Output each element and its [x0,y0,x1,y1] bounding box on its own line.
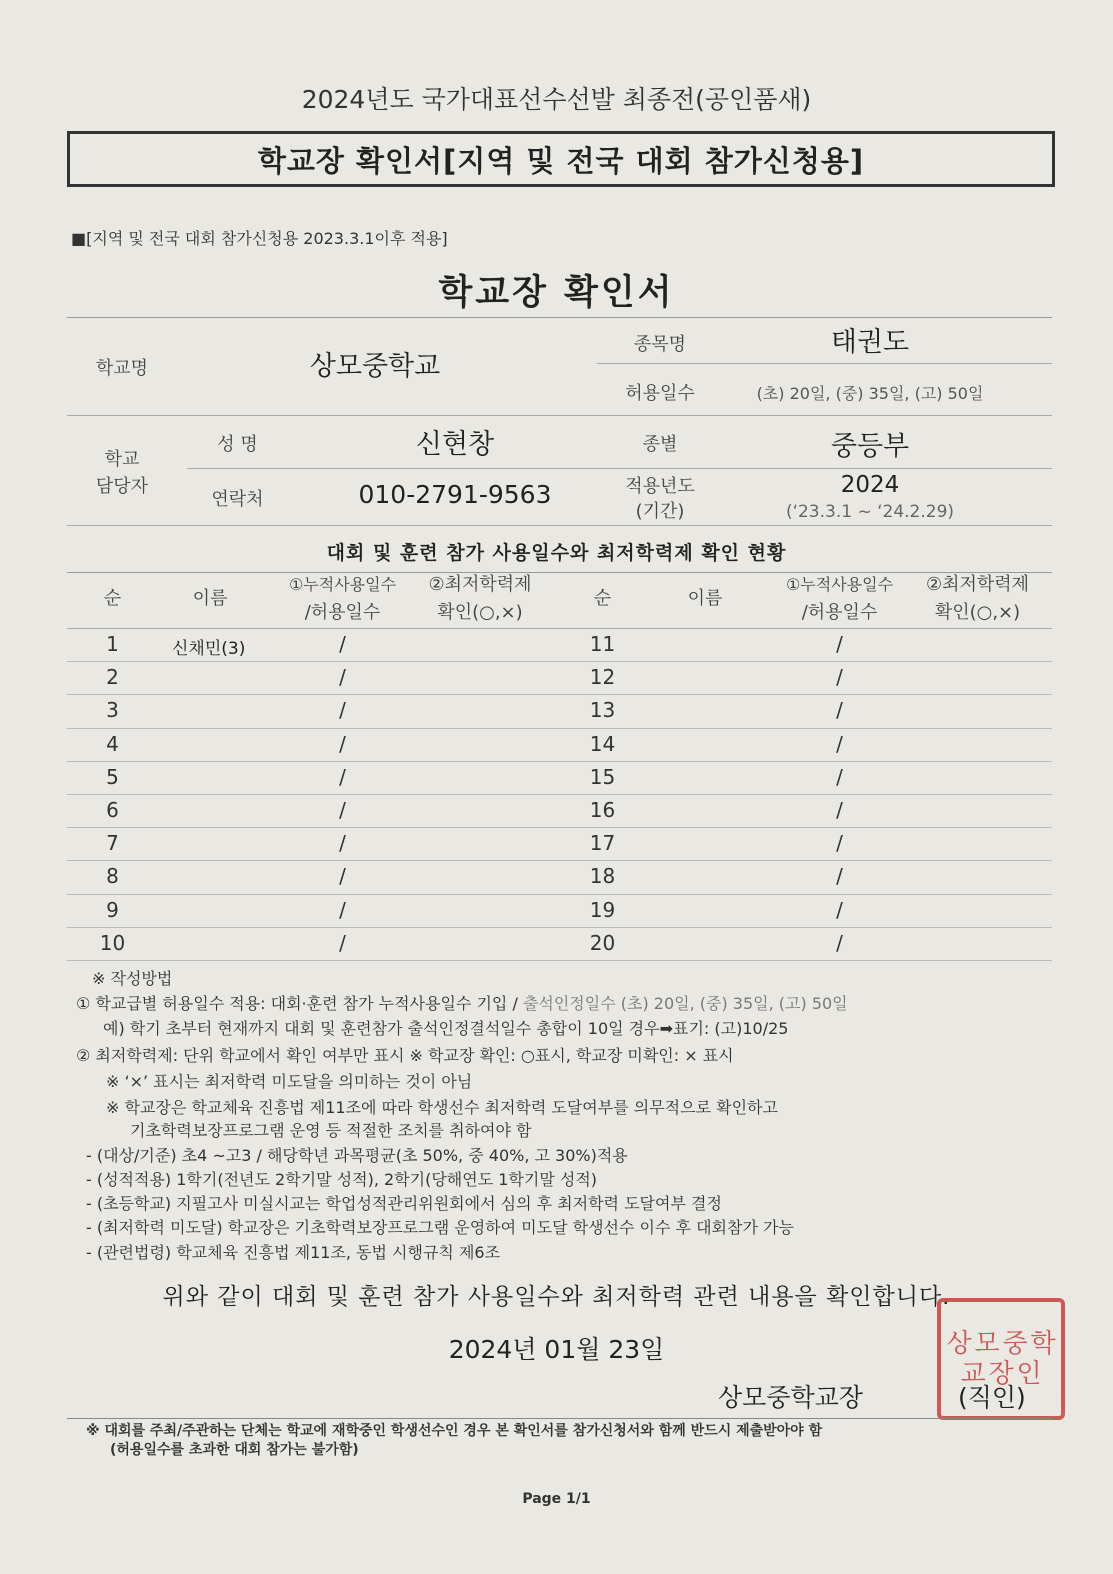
contact-value: 010-2791-9563 [358,480,552,509]
main-title-box [67,131,1055,187]
principal-title: 상모중학교장 [718,1383,863,1412]
division-label: 종별 [642,434,678,455]
col-days-right-1: ①누적사용일수 [785,575,894,594]
seal-mark: (직인) [958,1383,1026,1412]
instruction-line-6: 기초학력보장프로그램 운영 등 적절한 조치를 취하여야 함 [130,1121,532,1140]
col-min-right-1: ②최저학력제 [925,574,1030,595]
row-days-right: / [836,798,843,822]
instruction-line-1b: 출석인정일수 (초) 20일, (중) 35일, (고) 50일 [522,994,848,1013]
info-divider [597,363,1052,364]
row-seq-left: 1 [106,632,119,656]
instruction-line-3: ② 최저학력제: 단위 학교에서 확인 여부만 표시 ※ 학교장 확인: ○표시, 학교장 미확인: × 표시 [76,1046,734,1065]
row-days-right: / [836,864,843,889]
year-label-line1: 적용년도 [625,476,695,497]
manager-label-line2: 담당자 [95,476,149,497]
row-days-right: / [836,930,843,955]
row-seq-right: 13 [589,698,616,723]
instruction-line-8: - (성적적용) 1학기(전년도 2학기말 성적), 2학기(당해연도 1학기말 성적) [86,1170,598,1189]
division-value: 중등부 [830,431,910,462]
col-seq-left: 순 [103,588,122,609]
year-period: (‘23.3.1 ~ ‘24.2.29) [785,502,955,522]
row-seq-right: 19 [589,897,616,922]
school-label: 학교명 [95,358,149,379]
seal-character: 중 [1002,1329,1028,1359]
main-title: 학교장 확인서[지역 및 전국 대회 참가신청용] [257,143,865,178]
instruction-line-1a: ① 학교급별 허용일수 적용: 대회·훈련 참가 누적사용일수 기입 / [76,994,523,1013]
footer-note-line1: ※ 대회를 주최/주관하는 단체는 학교에 재학중인 학생선수인 경우 본 확인서를 참가신청서와 함께 반드시 제출받아야 함 [86,1423,823,1439]
contact-label: 연락처 [211,489,264,510]
row-seq-left: 10 [99,930,126,955]
row-seq-left: 3 [106,698,119,723]
seal-character: 인 [1016,1359,1042,1389]
row-days-right: / [836,831,843,856]
event-label: 종목명 [633,334,687,355]
row-divider [67,794,1052,795]
row-days-left: / [339,798,346,822]
col-min-left-1: ②최저학력제 [428,574,532,595]
top-title: 2024년도 국가대표선수선발 최종전(공인품새) [301,85,812,114]
seal-character: 모 [974,1329,1000,1359]
allowance-label: 허용일수 [625,383,695,404]
instruction-line-1 [76,991,848,1014]
instruction-line-4: ※ ‘×’ 표시는 최저학력 미도달을 의미하는 것이 아님 [106,1072,473,1091]
row-days-left: / [339,632,346,656]
row-divider [67,860,1052,861]
info-top-line [67,317,1052,318]
row-seq-left: 8 [106,864,119,889]
row-divider [67,827,1052,828]
col-days-left-1: ①누적사용일수 [288,575,397,594]
year-value: 2024 [840,472,900,498]
document-title: 학교장 확인서 [438,273,675,313]
col-min-right-2: 확인(○,×) [934,602,1021,623]
row-seq-left: 7 [106,831,119,856]
seal-character: 장 [988,1359,1014,1389]
row-divider [67,894,1052,895]
instruction-line-2: 예) 학기 초부터 현재까지 대회 및 훈련참가 출석인정결석일수 총합이 10일 경우➡표기: (고)10/25 [103,1019,789,1038]
row-days-right: / [836,698,843,723]
event-value: 태권도 [830,327,910,358]
footer-divider [67,1418,1052,1419]
name-label: 성 명 [217,434,258,455]
row-seq-left: 2 [106,665,119,690]
col-name-right: 이름 [687,588,723,609]
row-divider [67,761,1052,762]
row-days-right: / [836,731,843,756]
info-divider [67,525,1052,526]
footer-note [86,1422,822,1460]
row-seq-right: 12 [589,665,616,690]
row-seq-left: 5 [106,764,119,789]
row-divider [67,694,1052,695]
row-divider [67,927,1052,928]
row-seq-right: 20 [589,930,616,955]
row-days-right: / [836,897,843,922]
instructions-heading: ※ 작성방법 [92,969,173,988]
status-section-title: 대회 및 훈련 참가 사용일수와 최저학력제 확인 현황 [326,542,787,564]
row-seq-right: 11 [589,632,616,656]
seal-character: 교 [960,1359,986,1389]
row-seq-right: 14 [589,731,616,756]
col-min-left-2: 확인(○,×) [437,602,523,623]
instruction-line-9: - (초등학교) 지필고사 미실시교는 학업성적관리위원회에서 심의 후 최저학력 도달여부 결정 [86,1194,722,1213]
row-days-left: / [339,764,346,789]
row-divider [67,661,1052,662]
col-name-left: 이름 [192,588,228,609]
seal-character: 학 [1030,1329,1056,1359]
school-value: 상모중학교 [309,351,441,382]
col-seq-right: 순 [593,588,612,609]
row-name-left: 신채민(3) [172,639,246,659]
row-days-right: / [836,632,843,656]
applicability-note: ■[지역 및 전국 대회 참가신청용 2023.3.1이후 적용] [71,229,448,248]
instruction-line-7: - (대상/기준) 초4 ~고3 / 해당학년 과목평균(초 50%, 중 40%, 고 30%)적용 [86,1146,628,1165]
row-seq-left: 6 [106,798,119,822]
info-divider [67,415,1052,416]
row-days-left: / [339,831,346,856]
row-seq-right: 16 [589,798,616,822]
manager-label-line1: 학교 [104,449,140,470]
row-divider [67,728,1052,729]
col-days-left-2: /허용일수 [304,602,381,623]
seal-character: 상 [946,1329,972,1359]
table-header-line [67,628,1052,629]
allowance-value: (초) 20일, (중) 35일, (고) 50일 [756,384,984,403]
col-days-right-2: /허용일수 [801,602,878,623]
info-divider [187,468,1052,469]
issue-date: 2024년 01월 23일 [448,1335,665,1364]
row-divider [67,960,1052,961]
row-seq-right: 17 [589,831,616,856]
instruction-line-5: ※ 학교장은 학교체육 진흥법 제11조에 따라 학생선수 최저학력 도달여부를 의무적으로 확인하고 [106,1098,778,1117]
row-days-left: / [339,665,346,690]
instruction-line-11: - (관련법령) 학교체육 진흥법 제11조, 동법 시행규칙 제6조 [86,1243,501,1262]
name-value: 신현창 [415,429,495,460]
row-days-right: / [836,764,843,789]
confirmation-statement: 위와 같이 대회 및 훈련 참가 사용일수와 최저학력 관련 내용을 확인합니다. [162,1284,951,1310]
row-days-left: / [339,698,346,723]
row-seq-right: 15 [589,764,616,789]
year-label-line2: (기간) [635,501,685,522]
row-seq-left: 4 [106,731,119,756]
instruction-line-10: - (최저학력 미도달) 학교장은 기초학력보장프로그램 운영하여 미도달 학생선수 이수 후 대회참가 가능 [86,1218,794,1237]
row-seq-left: 9 [106,897,119,922]
row-days-left: / [339,930,346,955]
page-number: Page 1/1 [522,1491,591,1507]
row-days-right: / [836,665,843,690]
row-days-left: / [339,897,346,922]
row-days-left: / [339,864,346,889]
row-seq-right: 18 [589,864,616,889]
footer-note-line2: (허용일수를 초과한 대회 참가는 불가함) [110,1442,359,1458]
row-days-left: / [339,731,346,756]
